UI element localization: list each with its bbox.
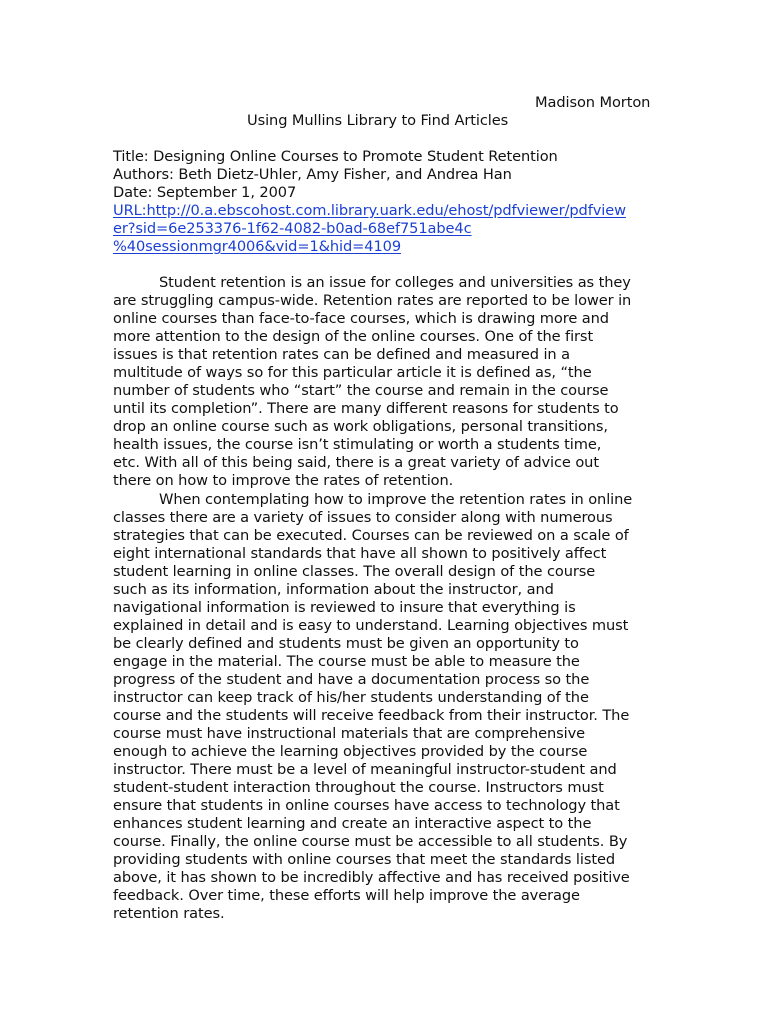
citation-url-line[interactable]: URL:http://0.a.ebscohost.com.library.uark.edu/ehost/pdfviewer/pdfview: [113, 202, 626, 219]
paragraph-line: providing students with online courses that meet the standards listed: [113, 851, 615, 868]
paragraph-line: instructor can keep track of his/her students understanding of the: [113, 689, 589, 706]
paragraph-line: instructor. There must be a level of meaningful instructor-student and: [113, 761, 617, 778]
paragraph-line: explained in detail and is easy to understand. Learning objectives must: [113, 617, 629, 634]
paragraph-line: strategies that can be executed. Courses can be reviewed on a scale of: [113, 527, 629, 544]
paragraph-line: feedback. Over time, these efforts will help improve the average: [113, 887, 580, 904]
paragraph-line: be clearly defined and students must be given an opportunity to: [113, 635, 579, 652]
paragraph-line: course and the students will receive feedback from their instructor. The: [113, 707, 630, 724]
paragraph-line: there on how to improve the rates of retention.: [113, 472, 454, 489]
paragraph-line: retention rates.: [113, 905, 225, 922]
citation-url-line[interactable]: er?sid=6e253376-1f62-4082-b0ad-68ef751abe4c: [113, 220, 472, 237]
citation-title: Title: Designing Online Courses to Promote Student Retention: [113, 148, 558, 165]
paragraph-line: classes there are a variety of issues to consider along with numerous: [113, 509, 613, 526]
paragraph-line: drop an online course such as work obligations, personal transitions,: [113, 418, 608, 435]
author-name: Madison Morton: [535, 94, 651, 111]
paragraph-line: multitude of ways so for this particular article it is defined as, “the: [113, 364, 592, 381]
paragraph-line: number of students who “start” the course and remain in the course: [113, 382, 609, 399]
paragraph-line: such as its information, information about the instructor, and: [113, 581, 554, 598]
paragraph-line: When contemplating how to improve the retention rates in online: [159, 491, 633, 508]
assignment-title: Using Mullins Library to Find Articles: [247, 112, 509, 129]
paragraph-line: eight international standards that have all shown to positively affect: [113, 545, 607, 562]
paragraph-line: above, it has shown to be incredibly affective and has received positive: [113, 869, 630, 886]
citation-url-line[interactable]: %40sessionmgr4006&vid=1&hid=4109: [113, 238, 402, 255]
paragraph-line: navigational information is reviewed to insure that everything is: [113, 599, 576, 616]
paragraph-line: more attention to the design of the online courses. One of the first: [113, 328, 594, 345]
paragraph-line: issues is that retention rates can be defined and measured in a: [113, 346, 570, 363]
paragraph-line: progress of the student and have a documentation process so the: [113, 671, 590, 688]
paragraph-line: engage in the material. The course must be able to measure the: [113, 653, 580, 670]
paragraph-line: health issues, the course isn’t stimulating or worth a students time,: [113, 436, 602, 453]
paragraph-line: student-student interaction throughout the course. Instructors must: [113, 779, 604, 796]
paragraph-line: student learning in online classes. The overall design of the course: [113, 563, 596, 580]
paragraph-line: are struggling campus-wide. Retention rates are reported to be lower in: [113, 292, 632, 309]
paragraph-line: etc. With all of this being said, there is a great variety of advice out: [113, 454, 599, 471]
paragraph-line: course. Finally, the online course must be accessible to all students. By: [113, 833, 628, 850]
paragraph-line: online courses than face-to-face courses, which is drawing more and: [113, 310, 609, 327]
citation-date: Date: September 1, 2007: [113, 184, 297, 201]
paragraph-line: enough to achieve the learning objectives provided by the course: [113, 743, 588, 760]
paragraph-line: enhances student learning and create an interactive aspect to the: [113, 815, 592, 832]
paragraph-line: course must have instructional materials that are comprehensive: [113, 725, 586, 742]
paragraph-line: ensure that students in online courses have access to technology that: [113, 797, 620, 814]
paragraph-line: until its completion”. There are many different reasons for students to: [113, 400, 619, 417]
citation-authors: Authors: Beth Dietz-Uhler, Amy Fisher, and Andrea Han: [113, 166, 512, 183]
paragraph-line: Student retention is an issue for colleges and universities as they: [159, 274, 631, 291]
